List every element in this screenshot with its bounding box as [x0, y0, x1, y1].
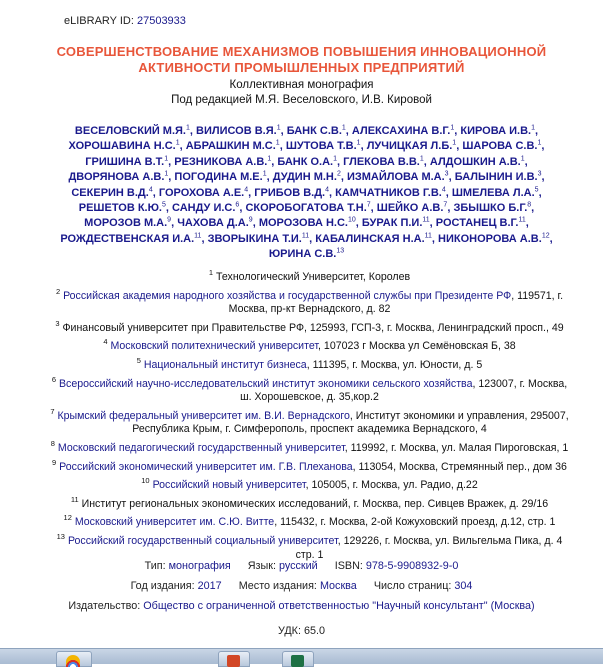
affiliation-item: [46, 437, 573, 456]
elibrary-id: eLIBRARY ID: 27503933: [64, 15, 186, 27]
author-link[interactable]: ЛУЧИЦКАЯ Л.Б.: [366, 140, 453, 153]
affiliation-number: 5: [136, 355, 141, 365]
author-affiliation-number: 9: [248, 216, 253, 224]
book-type: Коллективная монография: [229, 79, 374, 91]
author-affiliation-number: 11: [422, 216, 430, 224]
author-affiliation-number: 1: [164, 170, 169, 178]
author-link[interactable]: ХОРОШАВИНА Н.С.: [68, 140, 176, 153]
author-affiliation-number: 5: [162, 201, 166, 209]
book-title: СОВЕРШЕНСТВОВАНИЕ МЕХАНИЗМОВ ПОВЫШЕНИЯ ИННОВАЦИОННОЙ АКТИВНОСТИ ПРОМЫШЛЕННЫХ ПРЕДПРИЯТИЙ: [56, 44, 547, 75]
author-affiliation-number: 1: [262, 170, 267, 178]
affiliation-item: [46, 354, 573, 373]
author-link[interactable]: ГОРОХОВА А.Е.: [158, 186, 245, 199]
author-link[interactable]: КАБАЛИНСКАЯ Н.А.: [315, 232, 425, 245]
affiliation-link[interactable]: Российский экономический университет им. Г.В. Плеханова: [59, 460, 353, 473]
author-link[interactable]: ЮРИНА С.В.: [268, 248, 337, 261]
affiliation-text: , 107023 г Москва ул Семёновская Б, 38: [318, 340, 516, 353]
author-affiliation-number: 11: [194, 232, 202, 240]
author-affiliation-number: 11: [301, 232, 310, 240]
author-link[interactable]: НИКОНОРОВА А.В.: [438, 232, 542, 245]
meta-row-2: Год издания: 2017 Место издания: Москва Число страниц: 304: [130, 580, 473, 592]
affiliation-item: [46, 474, 573, 493]
author-link[interactable]: МОРОЗОВА Н.С.: [258, 217, 348, 230]
author-link[interactable]: ГЛЕКОВА В.В.: [343, 155, 420, 168]
affiliation-number: 9: [52, 457, 57, 467]
taskbar-button-excel[interactable]: [282, 651, 314, 667]
author-affiliation-number: 9: [167, 216, 172, 224]
affiliation-item: [46, 456, 573, 475]
author-affiliation-number: 4: [441, 185, 446, 193]
affiliation-link[interactable]: Московский педагогический государственный университет: [57, 441, 345, 454]
affiliation-number: 11: [70, 494, 79, 504]
author-link[interactable]: ДУДИН М.Н.: [272, 171, 337, 184]
affiliation-text: , 119992, г. Москва, ул. Малая Пироговская, 1: [344, 441, 569, 454]
author-affiliation-number: 1: [537, 139, 542, 147]
author-affiliation-number: 11: [424, 232, 432, 240]
affiliation-item: [46, 405, 573, 437]
author-affiliation-number: 4: [244, 185, 249, 193]
affiliations-list: [46, 266, 573, 562]
author-link[interactable]: ШЕЙКО А.В.: [376, 202, 444, 215]
place-value: Москва: [319, 580, 357, 592]
editors: Под редакцией М.Я. Веселовского, И.В. Кировой: [171, 94, 432, 106]
author-affiliation-number: 1: [164, 155, 169, 163]
affiliation-link[interactable]: Российский новый университет: [152, 479, 306, 492]
meta-row-4: УДК: 65.0: [278, 625, 325, 637]
author-link[interactable]: ВИЛИСОВ В.Я.: [196, 125, 277, 137]
author-affiliation-number: 1: [333, 155, 338, 163]
author-link[interactable]: КАМЧАТНИКОВ Г.В.: [335, 186, 442, 199]
affiliation-text: , 115432, г. Москва, 2-ой Кожуховский проезд, д.12, стр. 1: [274, 516, 556, 529]
author-link[interactable]: ВЕСЕЛОВСКИЙ М.Я.: [74, 125, 186, 137]
taskbar-button-browser[interactable]: [56, 651, 92, 667]
affiliation-link[interactable]: Национальный институт бизнеса: [143, 358, 307, 371]
type-value: монография: [168, 560, 231, 572]
isbn-value: 978-5-9908932-9-0: [365, 560, 459, 572]
year-value: 2017: [197, 580, 222, 592]
author-link[interactable]: АЛЕКСАХИНА В.Г.: [351, 125, 451, 137]
author-link[interactable]: РОЖДЕСТВЕНСКАЯ И.А.: [60, 232, 195, 245]
affiliation-link[interactable]: Российский государственный социальный университет: [67, 534, 338, 547]
author-affiliation-number: 1: [520, 155, 525, 163]
author-affiliation-number: 4: [148, 185, 153, 193]
author-link[interactable]: ПОГОДИНА М.Е.: [174, 171, 263, 184]
author-link[interactable]: ШАРОВА С.В.: [462, 140, 538, 153]
affiliation-text: , 113054, Москва, Стремянный пер., дом 36: [352, 460, 567, 473]
affiliation-text: , 123007, г. Москва, ш. Хорошевское, д. 35,кор.2: [240, 377, 568, 404]
affiliation-item: [46, 373, 573, 405]
author-link[interactable]: БАНК О.А.: [277, 155, 334, 168]
meta-row-1: Тип: монография Язык: русский ISBN: 978-5-9908932-9-0: [144, 560, 459, 572]
taskbar-button-powerpoint[interactable]: [218, 651, 250, 667]
author-link[interactable]: СКОРОБОГАТОВА Т.Н.: [245, 202, 367, 215]
affiliation-item: [46, 335, 573, 354]
author-affiliation-number: 8: [527, 201, 532, 209]
affiliation-number: 12: [63, 513, 72, 523]
author-affiliation-number: 6: [235, 201, 240, 209]
affiliation-number: 3: [55, 318, 60, 328]
author-link[interactable]: СЕКЕРИН В.Д.: [71, 186, 149, 199]
affiliation-link[interactable]: Российская академия народного хозяйства и государственной службы при Президенте РФ: [63, 289, 512, 302]
author-link[interactable]: ДВОРЯНОВА А.В.: [68, 171, 165, 184]
author-affiliation-number: 7: [366, 201, 371, 209]
author-link[interactable]: ШМЕЛЕВА Л.А.: [451, 186, 535, 199]
author-link[interactable]: МОРОЗОВ М.А.: [84, 217, 168, 230]
affiliation-text: Финансовый университет при Правительстве РФ, 125993, ГСП-3, г. Москва, Ленинградский просп., 49: [62, 321, 564, 334]
author-affiliation-number: 1: [450, 124, 455, 132]
language-value: русский: [278, 560, 318, 572]
affiliation-text: , 119571, г. Москва, пр-кт Вернадского, д. 82: [228, 289, 564, 316]
author-affiliation-number: 12: [541, 232, 550, 240]
author-affiliation-number: 4: [325, 185, 330, 193]
author-affiliation-number: 11: [518, 216, 526, 224]
affiliation-text: Институт региональных экономических исследований, г. Москва, пер. Сивцев Вражек, д. 29/16: [81, 497, 549, 510]
author-affiliation-number: 1: [419, 155, 424, 163]
author-link[interactable]: ЗВОРЫКИНА Т.И.: [207, 232, 302, 245]
affiliation-link[interactable]: Московский университет им. С.Ю. Витте: [74, 516, 275, 529]
author-link[interactable]: ГРИШИНА В.Т.: [85, 155, 165, 168]
author-affiliation-number: 1: [276, 124, 281, 132]
browser-chrome-icon: [66, 655, 80, 667]
author-link[interactable]: РЕЗНИКОВА А.В.: [174, 155, 268, 168]
affiliation-item: [46, 511, 573, 530]
affiliation-item: [46, 530, 573, 562]
affiliation-text: Технологический Университет, Королев: [216, 271, 411, 283]
author-affiliation-number: 10: [347, 216, 356, 224]
author-link[interactable]: САНДУ И.С.: [172, 202, 236, 215]
elibrary-id-value: 27503933: [136, 15, 186, 27]
affiliation-text: , Институт экономики и управления, 295007, Республика Крым, г. Симферополь, проспект академика Вернадского, 4: [132, 409, 569, 436]
affiliation-text: , 129226, г. Москва, ул. Вильгельма Пика, д. 4 стр. 1: [295, 534, 563, 561]
author-link[interactable]: РЕШЕТОВ К.Ю.: [78, 202, 162, 215]
author-affiliation-number: 1: [531, 124, 536, 132]
author-link[interactable]: ЗБЫШКО Б.Г.: [453, 202, 528, 215]
author-affiliation-number: 1: [175, 139, 180, 147]
affiliation-item: [46, 317, 573, 336]
affiliation-number: 8: [50, 438, 55, 448]
affiliation-number: 7: [50, 406, 55, 416]
affiliation-item: [46, 493, 573, 512]
affiliation-number: 4: [103, 337, 108, 347]
author-link[interactable]: БАНК С.В.: [286, 125, 342, 137]
author-affiliation-number: 1: [452, 139, 457, 147]
affiliation-number: 10: [141, 476, 150, 486]
author-affiliation-number: 1: [186, 124, 190, 132]
author-link[interactable]: ШУТОВА Т.В.: [285, 140, 357, 153]
author-affiliation-number: 1: [341, 124, 346, 132]
publisher-link[interactable]: Общество с ограниченной ответственностью "Научный консультант" (Москва): [143, 600, 535, 612]
author-link[interactable]: АБРАШКИН М.С.: [185, 140, 276, 153]
affiliation-item: [46, 285, 573, 317]
affiliation-number: 13: [56, 531, 65, 541]
author-link[interactable]: ГРИБОВ В.Д.: [254, 186, 326, 199]
affiliation-link[interactable]: Московский политехнический университет: [110, 340, 319, 353]
udk-value: 65.0: [303, 625, 325, 637]
pages-value: 304: [454, 580, 473, 592]
author-affiliation-number: 13: [336, 247, 345, 255]
affiliation-number: 6: [51, 374, 56, 384]
author-link[interactable]: КИРОВА И.В.: [460, 125, 532, 137]
affiliation-link[interactable]: Крымский федеральный университет им. В.И. Вернадского: [57, 409, 350, 422]
author-affiliation-number: 1: [275, 139, 280, 147]
author-affiliation-number: 3: [444, 170, 449, 178]
author-affiliation-number: 5: [534, 185, 539, 193]
affiliation-text: , 111395, г. Москва, ул. Юности, д. 5: [306, 358, 483, 371]
affiliation-text: , 105005, г. Москва, ул. Радио, д.22: [305, 479, 478, 492]
author-affiliation-number: 1: [267, 155, 272, 163]
taskbar: [0, 648, 603, 664]
author-link[interactable]: ЧАХОВА Д.А.: [177, 217, 249, 230]
author-link[interactable]: БАЛЫНИН И.В.: [454, 171, 538, 184]
author-link[interactable]: РОСТАНЕЦ В.Г.: [435, 217, 519, 230]
affiliation-item: [46, 266, 573, 285]
excel-icon: [291, 655, 304, 667]
author-affiliation-number: 3: [537, 170, 542, 178]
meta-row-3: Издательство: Общество с ограниченной ответственностью "Научный консультант" (Москва): [68, 600, 535, 612]
author-link[interactable]: АЛДОШКИН А.В.: [429, 155, 521, 168]
author-affiliation-number: 7: [443, 201, 448, 209]
author-affiliation-number: 1: [356, 139, 361, 147]
authors-list: ВЕСЕЛОВСКИЙ М.Я.$^1$, ВИЛИСОВ В.Я.$^1$, БАНК С.В.$^1$, АЛЕКСАХИНА В.Г.$^1$, КИРОВА И.В.$^1$, ХОРОШАВИНА Н.С.$^1$, АБРАШКИН М.С.$^1$, ШУТОВА Т.В.$^1$, ЛУЧИЦКАЯ Л.Б.$^1$, ШАРОВА С.В.$^1$, ГРИШИНА В.Т.$^1$, РЕЗНИКОВА А.В.$^1$, БАНК О.А.$^1$, ГЛЕКОВА В.В.$^1$, АЛДОШКИН А.В.$^1$, ДВОРЯНОВА А.В.$^1$, ПОГОДИНА М.Е.$^1$, ДУДИН М.Н.$^2$, ИЗМАЙЛОВА М.А.$^3$, БАЛЫНИН И.В.$^3$, СЕКЕРИН В.Д.$^4$, ГОРОХОВА А.Е.$^4$, ГРИБОВ В.Д.$^4$, КАМЧАТНИКОВ Г.В.$^4$, ШМЕЛЕВА Л.А.$^5$, РЕШЕТОВ К.Ю.$^5$, САНДУ И.С.$^6$, СКОРОБОГАТОВА Т.Н.$^7$, ШЕЙКО А.В.$^7$, ЗБЫШКО Б.Г.$^8$, МОРОЗОВ М.А.$^9$, ЧАХОВА Д.А.$^9$, МОРОЗОВА Н.С.$^{10}$, БУРАК П.И.$^{11}$, РОСТАНЕЦ В.Г.$^{11}$, РОЖДЕСТВЕНСКАЯ И.А.$^{11}$, ЗВОРЫКИНА Т.И.$^{11}$, КАБАЛИНСКАЯ Н.А.$^{11}$, НИКОНОРОВА А.В.$^{12}$, ЮРИНА С.В.$^{13}$: [60, 124, 553, 261]
author-affiliation-number: 2: [336, 170, 341, 178]
author-link[interactable]: БУРАК П.И.: [361, 217, 423, 230]
affiliation-number: 1: [208, 268, 214, 277]
affiliation-link[interactable]: Всероссийский научно-исследовательский институт экономики сельского хозяйства: [58, 377, 473, 390]
affiliation-number: 2: [55, 286, 61, 296]
author-link[interactable]: ИЗМАЙЛОВА М.А.: [346, 171, 445, 184]
powerpoint-icon: [227, 655, 240, 667]
